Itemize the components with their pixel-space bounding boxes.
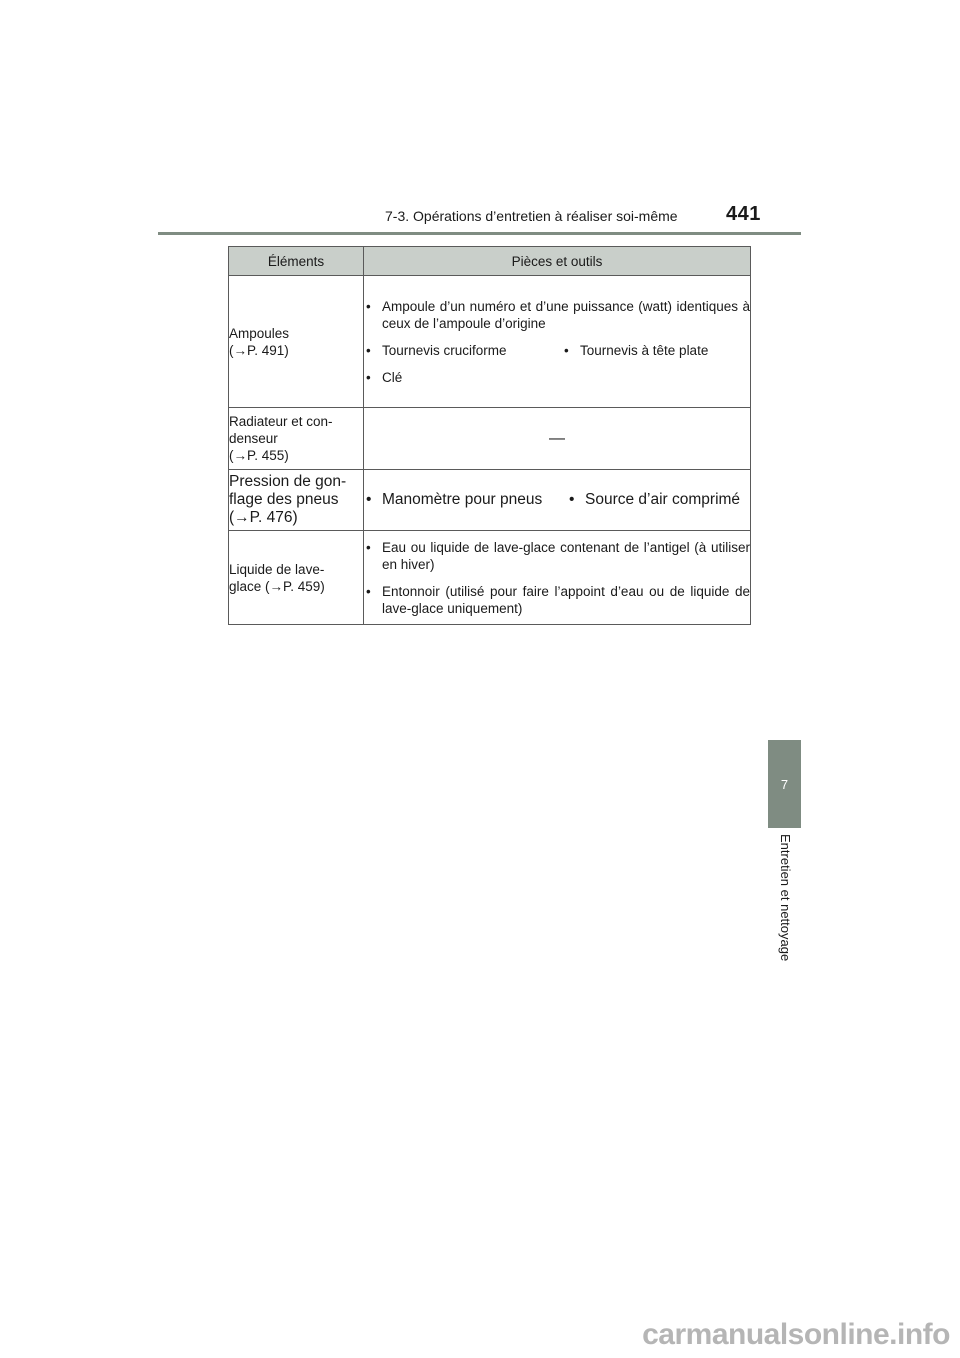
item-cell: Pression de gon- flage des pneus (→P. 476) <box>229 470 364 531</box>
item-cell: Ampoules (→P. 491) <box>229 276 364 408</box>
watermark: carmanualsonline.info <box>642 1318 950 1351</box>
chapter-label: Entretien et nettoyage <box>778 834 793 962</box>
table-header-row <box>229 247 751 276</box>
parts-tools-table <box>228 246 751 625</box>
tools-cell <box>364 276 751 408</box>
list-item: • Manomètre pour pneus <box>364 491 547 509</box>
tools-cell <box>364 531 751 625</box>
column-header-items: Éléments <box>229 247 364 276</box>
header-section-title: 7-3. Opérations d’entretien à réaliser soi-même <box>385 208 678 224</box>
list-item: • Tournevis à tête plate <box>562 342 750 359</box>
header-rule <box>158 232 801 235</box>
two-col-row <box>364 491 750 509</box>
chapter-tab <box>768 740 801 828</box>
table-row <box>229 531 751 625</box>
tools-cell <box>364 470 751 531</box>
table-row <box>229 408 751 470</box>
item-cell: Liquide de lave- glace (→P. 459) <box>229 531 364 625</box>
page-number: 441 <box>726 203 761 225</box>
list-item: • Entonnoir (utilisé pour faire l’appoint d’eau ou de liquide de lave-glace uniquement) <box>364 583 750 617</box>
list-item: • Eau ou liquide de lave-glace contenant de l’antigel (à utiliser en hiver) <box>364 539 750 573</box>
two-col-row <box>364 342 750 359</box>
column-header-tools: Pièces et outils <box>364 247 751 276</box>
empty-dash: — <box>364 408 751 470</box>
list-item: • Source d’air comprimé <box>567 491 750 509</box>
chapter-number: 7 <box>780 776 789 792</box>
list-item: • Ampoule d’un numéro et d’une puissance (watt) identiques à ceux de l’ampoule d’origine <box>364 298 750 332</box>
table-row <box>229 470 751 531</box>
list-item: • Clé <box>364 369 750 386</box>
list-item: • Tournevis cruciforme <box>364 342 562 359</box>
item-cell: Radiateur et con- denseur (→P. 455) <box>229 408 364 470</box>
table-row <box>229 276 751 408</box>
